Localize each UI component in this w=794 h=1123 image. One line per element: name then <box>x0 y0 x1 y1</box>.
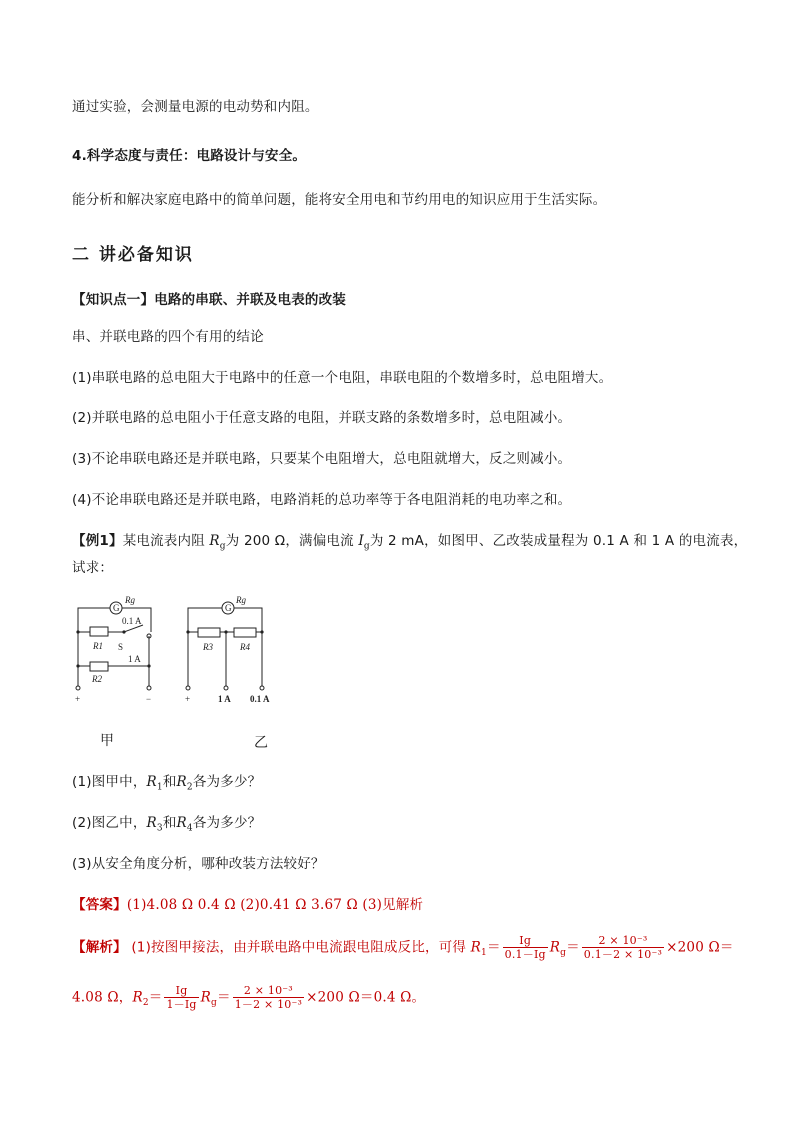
analysis-line-2: 4.08 Ω，$R_2=$ $\frac{Ig}{1-Ig}$ $R_g=$ $\frac{\text{2 × 10⁻³}}{\text{1－2 × 10⁻³}}$ ×200 Ω＝0.4 Ω。 <box>72 984 426 1011</box>
plus-terminal-label: + <box>75 694 81 704</box>
rg-label: Rg <box>236 595 246 605</box>
knowledge-subtitle: 串、并联电路的四个有用的结论 <box>72 329 264 345</box>
conclusion-3: (3)不论串联电路还是并联电路，只要某个电阻增大，总电阻就增大，反之则减小。 <box>72 451 572 467</box>
circuit-diagram-jia <box>70 594 165 706</box>
answer-tag: 【答案】 <box>72 897 127 913</box>
range-1a-label: 1 A <box>128 654 141 664</box>
caption-jia: 甲 <box>100 733 114 749</box>
section-heading: 二 讲必备知识 <box>72 245 194 265</box>
conclusion-1: (1)串联电路的总电阻大于电路中的任意一个电阻，串联电阻的个数增多时，总电阻增大。 <box>72 370 613 386</box>
plus-terminal-label: + <box>185 694 191 704</box>
circuit-diagram-yi <box>178 594 278 706</box>
fraction: $\frac{Ig}{1-Ig}$ <box>166 984 197 1011</box>
conclusion-4: (4)不论串联电路还是并联电路，电路消耗的总功率等于各电阻消耗的电功率之和。 <box>72 492 572 508</box>
item-4-heading: 4.科学态度与责任：电路设计与安全。 <box>72 148 307 164</box>
intro-line-1: 通过实验，会测量电源的电动势和内阻。 <box>72 99 319 115</box>
fraction: $\frac{Ig}{0.1-Ig}$ <box>504 934 546 961</box>
example-tag: 【例1】 <box>72 533 123 549</box>
minus-terminal-label: − <box>146 694 152 704</box>
intro-line-2: 能分析和解决家庭电路中的简单问题，能将安全用电和节约用电的知识应用于生活实际。 <box>72 192 607 208</box>
fraction: $\frac{\text{2 × 10⁻³}}{\text{0.1－2 × 10⁻³}}$ <box>583 934 663 961</box>
r3-label: R3 <box>203 642 213 652</box>
galvanometer-label: G <box>113 603 120 613</box>
conclusion-2: (2)并联电路的总电阻小于任意支路的电阻，并联支路的条数增多时，总电阻减小。 <box>72 410 572 426</box>
range-01a-label: 0.1 A <box>250 694 270 704</box>
range-01a-label: 0.1 A <box>122 616 142 626</box>
r2-label: R2 <box>92 674 102 684</box>
question-3: (3)从安全角度分析，哪种改装方法较好？ <box>72 856 325 872</box>
analysis-tag: 【解析】 <box>72 939 127 956</box>
galvanometer-label: G <box>225 603 232 613</box>
switch-label: S <box>118 642 124 652</box>
analysis-line-1: 【解析】 (1)按图甲接法，由并联电路中电流跟电阻成反比，可得 $R_1=$ $\frac{Ig}{0.1-Ig}$ $R_g=$ $\frac{\text{2 × 10⁻³}}{\text{0.1－2 × 10⁻³}}$ ×200 Ω＝ <box>72 934 734 961</box>
question-2: (2)图乙中，$R_3$和$R_4$各为多少？ <box>72 815 262 834</box>
question-1: (1)图甲中，$R_1$和$R_2$各为多少？ <box>72 774 262 793</box>
range-1a-label: 1 A <box>218 694 231 704</box>
r1-label: R1 <box>93 641 103 651</box>
fraction: $\frac{\text{2 × 10⁻³}}{\text{1－2 × 10⁻³}}$ <box>234 984 303 1011</box>
answer-text: (1)4.08 Ω 0.4 Ω (2)0.41 Ω 3.67 Ω (3)见解析 <box>126 897 424 913</box>
knowledge-title: 【知识点一】电路的串联、并联及电表的改装 <box>72 292 346 308</box>
caption-yi: 乙 <box>254 735 268 751</box>
r4-label: R4 <box>240 642 250 652</box>
answer-line <box>72 893 423 913</box>
example-1-line: 【例1】某电流表内阻 $R_g$为 200 Ω，满偏电流 $I_g$为 2 mA，如图甲、乙改装成量程为 0.1 A 和 1 A 的电流表， <box>72 533 748 552</box>
example-1-line-2: 试求： <box>72 560 114 576</box>
rg-label: Rg <box>125 595 135 605</box>
